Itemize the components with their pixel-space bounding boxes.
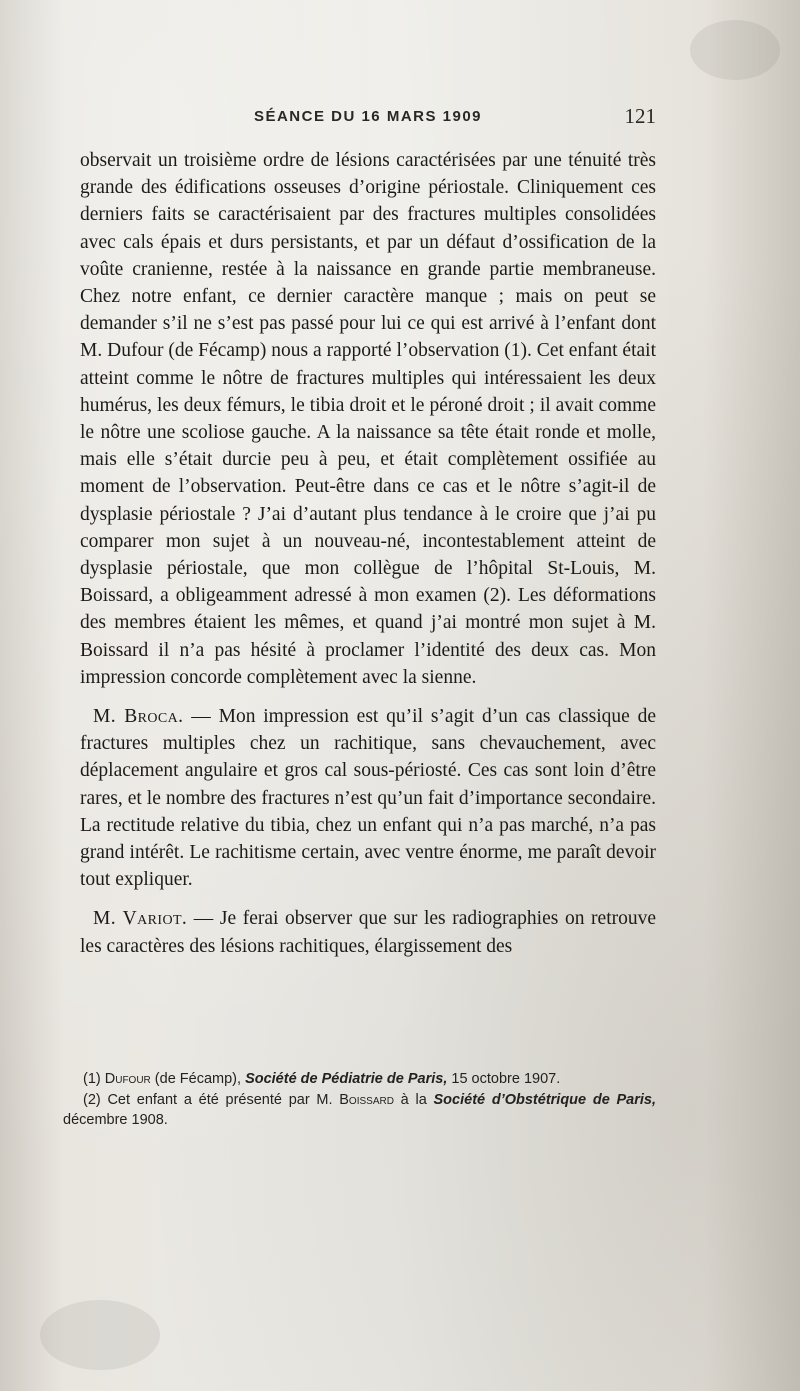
footnote-2-start: (2) Cet enfant a été présenté par M.	[83, 1091, 340, 1108]
body-text	[80, 147, 656, 960]
paper-stain	[40, 1300, 160, 1370]
footnote-2	[63, 1090, 656, 1131]
footnote-1-author: Dufour	[104, 1071, 151, 1087]
paragraph-continuation: observait un troisième ordre de lésions caractérisées par une ténuité très grande des édifications osseuses d’origine périostale. Cliniquement ces derniers faits se caractérisaient par des fractures multiples consolidées avec cals épais et durs persistants, et par un défaut d’ossification de la voûte cranienne, restée à la naissance en grande partie membraneuse. Chez notre enfant, ce dernier caractère manque ; mais on peut se demander s’il ne s’est pas passé pour lui ce qui est arrivé à l’enfant dont M. Dufour (de Fécamp) nous a rapporté l’observation (1). Cet enfant était atteint comme le nôtre de fractures multiples qui intéressaient les deux humérus, les deux fémurs, le tibia droit et le péroné droit ; il avait comme le nôtre une scoliose gauche. A la naissance sa tête était ronde et molle, mais elle s’était durcie peu à peu, et était complètement ossifiée au moment de l’observation. Peut-être dans ce cas et le nôtre s’agit-il de dysplasie périostale ? J’ai d’autant plus tendance à le croire que j’ai pu comparer mon sujet à un nouveau-né, incontestablement atteint de dysplasie périostale, que mon collègue de l’hôpital St-Louis, M. Boissard, a obligeamment adressé à mon examen (2). Les déformations des membres étaient les mêmes, et quand j’ai montré mon sujet à M. Boissard il n’a pas hésité à proclamer l’identité des deux cas. Mon impression concorde complètement avec la sienne.	[80, 150, 656, 688]
footnote-1	[63, 1069, 656, 1090]
paragraph-broca-text: — Mon impression est qu’il s’agit d’un cas classique de fractures multiples chez un rachitique, sans chevauchement, avec déplacement angulaire et gros cal sous-périosté. Ces cas sont loin d’être rares, et le nombre des fractures n’est qu’un fait d’importance secondaire. La rectitude relative du tibia, chez un enfant qui n’a pas marché, n’a pas grand intérêt. Le rachitisme certain, avec ventre énorme, me paraît devoir tout expliquer.	[80, 706, 657, 891]
footnote-2-journal: Société d’Obstétrique de Paris,	[433, 1091, 656, 1108]
footnote-2-mid: à la	[393, 1091, 434, 1108]
footnote-1-end: 15 octobre 1907.	[447, 1071, 561, 1087]
speaker-broca: M. Broca.	[93, 706, 184, 728]
paper-stain	[690, 20, 780, 80]
speaker-variot: M. Variot.	[93, 908, 188, 930]
footnote-1-mid: (de Fécamp),	[150, 1071, 246, 1087]
footnote-2-author: Boissard	[339, 1091, 394, 1108]
page-number: 121	[624, 104, 656, 128]
footnote-1-journal: Société de Pédiatrie de Paris,	[245, 1071, 448, 1087]
footnote-2-end: décembre 1908.	[63, 1112, 168, 1128]
paragraph-variot	[80, 905, 656, 959]
header-title: SÉANCE DU 16 MARS 1909	[253, 108, 483, 125]
footnotes	[63, 1069, 656, 1131]
running-head	[80, 104, 656, 130]
paragraph-variot-text: — Je ferai observer que sur les radiographies on retrouve les caractères des lésions rachitiques, élargissement des	[80, 908, 657, 957]
footnote-1-marker: (1)	[83, 1071, 105, 1087]
paragraph-broca	[80, 703, 656, 893]
